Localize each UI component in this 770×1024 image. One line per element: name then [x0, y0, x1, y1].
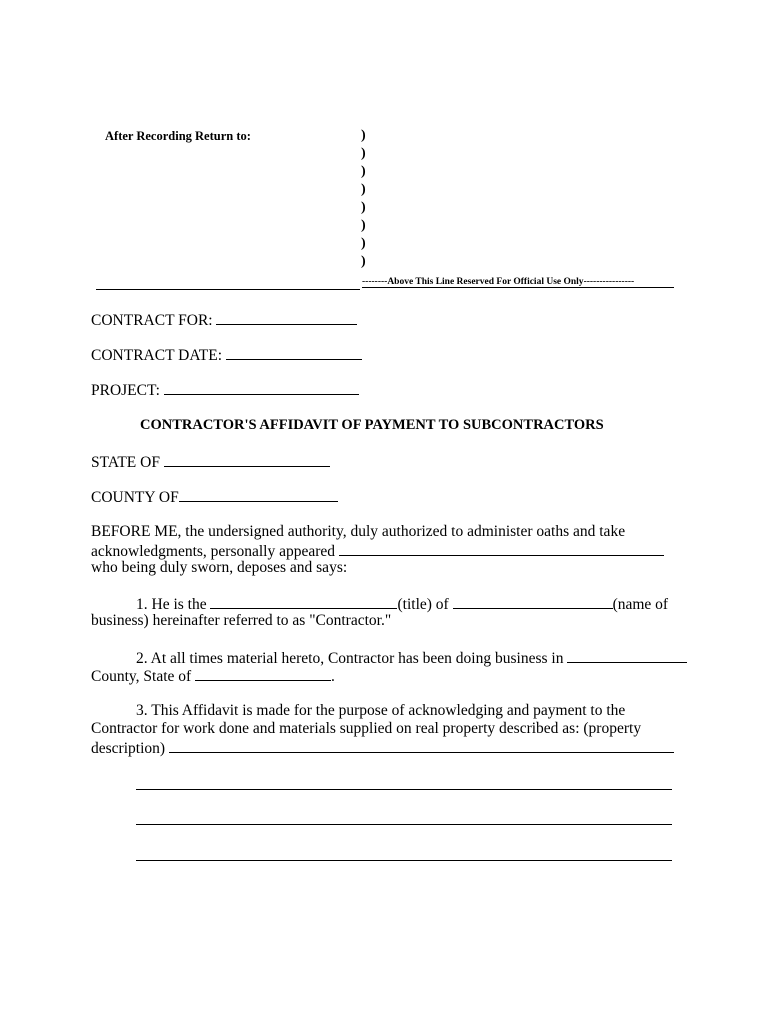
county-row: [91, 487, 338, 507]
contract-date-label: CONTRACT DATE:: [91, 347, 223, 364]
paren: ): [361, 236, 366, 251]
contract-for-blank[interactable]: [216, 310, 357, 325]
state-blank[interactable]: [164, 452, 330, 467]
para2-period: .: [331, 668, 335, 685]
paren: ): [361, 200, 366, 215]
para1-title-label: (title) of: [397, 596, 449, 613]
property-description-line[interactable]: [136, 824, 672, 825]
para2-line-1: [136, 648, 687, 668]
return-to-label: After Recording Return to:: [105, 129, 251, 143]
property-description-label: description): [91, 740, 166, 757]
state-row: [91, 452, 330, 472]
contract-for-label: CONTRACT FOR:: [91, 312, 213, 329]
intro-line-2: [91, 541, 664, 561]
property-description-line[interactable]: [136, 860, 672, 861]
official-dashes-left: --------: [362, 277, 388, 287]
county-label: COUNTY OF: [91, 489, 179, 506]
para2-line-2: [91, 666, 335, 686]
property-description-blank[interactable]: [169, 738, 674, 753]
para3-line-2: Contractor for work done and materials supplied on real property described as: (property: [91, 720, 642, 737]
state-label: STATE OF: [91, 454, 160, 471]
official-use-line: [362, 277, 674, 288]
county-blank[interactable]: [179, 487, 338, 502]
paren: ): [361, 218, 366, 233]
contract-date-blank[interactable]: [226, 345, 362, 360]
official-dashes-right: ----------------: [583, 277, 635, 287]
paren: ): [361, 182, 366, 197]
para2-text: 2. At all times material hereto, Contractor has been doing business in: [136, 650, 564, 667]
affiant-name-blank[interactable]: [339, 541, 664, 556]
property-description-line[interactable]: [136, 789, 672, 790]
appeared-label: acknowledgments, personally appeared: [91, 543, 336, 560]
para1-line-2: business) hereinafter referred to as "Contractor.": [91, 612, 392, 629]
para2-state-label: County, State of: [91, 668, 192, 685]
business-location-blank[interactable]: [567, 648, 687, 663]
para1-line-1: [136, 594, 668, 614]
paren: ): [361, 146, 366, 161]
para1-start: 1. He is the: [136, 596, 207, 613]
state-of-blank[interactable]: [195, 666, 331, 681]
contract-date-row: [91, 345, 362, 365]
para1-name-label: (name of: [612, 596, 669, 613]
title-blank[interactable]: [210, 594, 397, 609]
paren: ): [361, 128, 366, 143]
document-title: CONTRACTOR'S AFFIDAVIT OF PAYMENT TO SUBCONTRACTORS: [140, 417, 604, 433]
paren: ): [361, 254, 366, 269]
business-blank[interactable]: [453, 594, 613, 609]
official-use-label: Above This Line Reserved For Official Use Only: [387, 277, 584, 287]
intro-line-3: who being duly sworn, deposes and says:: [91, 559, 348, 576]
para3-line-1: 3. This Affidavit is made for the purpose of acknowledging and payment to the: [136, 702, 626, 719]
para3-line-3: [91, 738, 674, 758]
contract-for-row: [91, 310, 357, 330]
project-label: PROJECT:: [91, 382, 160, 399]
project-blank[interactable]: [164, 380, 359, 395]
paren: ): [361, 164, 366, 179]
project-row: [91, 380, 359, 400]
intro-line-1: BEFORE ME, the undersigned authority, duly authorized to administer oaths and take: [91, 523, 626, 540]
recording-divider-left: [96, 289, 360, 290]
